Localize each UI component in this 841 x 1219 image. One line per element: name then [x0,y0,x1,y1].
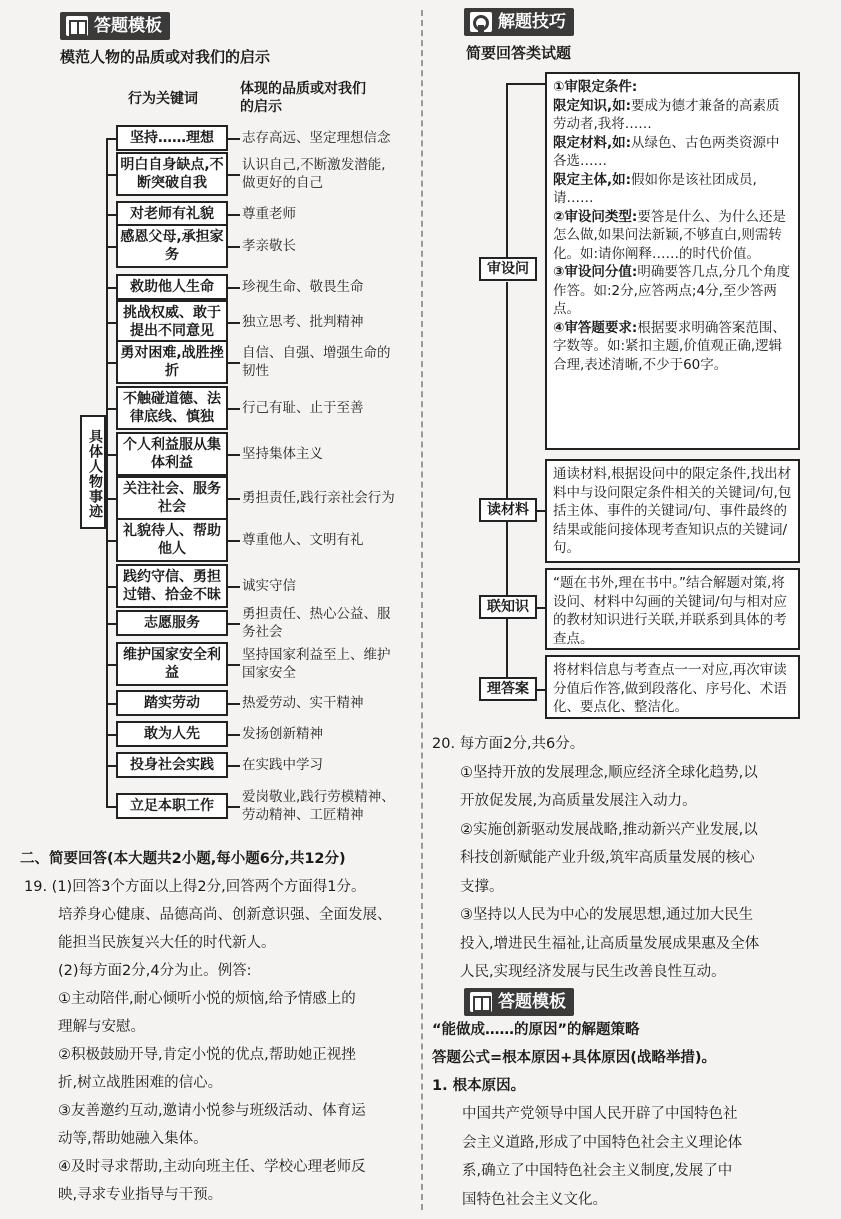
tree-branch [106,734,116,736]
tree-connector [228,362,240,364]
key-icon [470,12,492,32]
tree-connector [228,623,240,625]
behavior-keyword: 立足本职工作 [116,793,228,819]
tree-branch [106,138,116,140]
quality-text: 尊重老师 [242,206,296,222]
answer-line: ③友善邀约互动,邀请小悦参与班级活动、体育运 [58,1103,366,1119]
answer-line: (2)每方面2分,4分为止。例答: [58,963,252,979]
step-organize-answer: 理答案 [479,677,537,701]
behavior-keyword: 明白自身缺点,不断突破自我 [116,152,228,196]
behavior-keyword: 志愿服务 [116,610,228,636]
review-item-label: ②审设问类型: [553,208,638,225]
step-read-material: 读材料 [479,498,537,522]
quality-text: 认识自己,不断激发潜能,做更好的自己 [242,157,386,191]
tree-connector [228,454,240,456]
quality-text: 独立思考、批判精神 [242,314,364,330]
flow-connector [506,618,508,678]
book-icon [66,16,88,36]
behavior-keyword: 踏实劳动 [116,690,228,716]
answer-line: 开放促发展,为高质量发展注入动力。 [460,793,697,809]
review-item-text: 要成为德才兼备的高素质劳动者,我将…… [553,97,780,132]
tree-branch [106,174,116,176]
flow-connector [506,83,508,257]
review-item-text: 明确要答几点,分几个角度作答。如:2分,应答两点;4分,至少答两点。 [553,264,791,317]
quality-text: 珍视生命、敬畏生命 [242,279,364,295]
quality-text: 勇担责任,践行亲社会行为 [242,490,395,506]
step-link-knowledge: 联知识 [479,595,537,619]
behavior-column-header: 行为关键词 [128,91,198,107]
column-divider [421,10,423,1210]
answer-template-tag-2 [464,988,574,1016]
tree-branch [106,586,116,588]
tree-branch [106,765,116,767]
answer-line: 能担当民族复兴大任的时代新人。 [58,935,276,951]
quality-text: 孝亲敬长 [242,238,296,254]
step-review-question: 审设问 [479,257,537,281]
answer-line: 20. 每方面2分,共6分。 [432,736,585,752]
review-item-text: 要答是什么、为什么还是怎么做,如果问法新颖,不够直白,则需转化。如:请你阐释……的时代价值。 [553,208,786,262]
tree-branch [106,454,116,456]
link-knowledge-panel: “题在书外,理在书中。”结合解题对策,将设问、材料中勾画的关键词/句与相对应的教材知识进行关联,并联系到具体的考查点。 [545,568,800,650]
tree-branch [106,214,116,216]
text-line: 国特色社会主义文化。 [462,1191,607,1208]
answer-line: 支撑。 [460,878,504,895]
answer-line: 培养身心健康、品德高尚、创新意识强、全面发展、 [58,907,392,923]
answer-line: 19. (1)回答3个方面以上得2分,回答两个方面得1分。 [24,879,366,895]
behavior-keyword: 坚持……理想 [116,125,228,151]
tree-connector [228,664,240,666]
behavior-keyword: 维护国家安全利益 [116,642,228,686]
strategy-title: “能做成……的原因”的解题策略 [432,1022,640,1038]
text-line: 中国共产党领导中国人民开辟了中国特色社 [462,1106,738,1122]
quality-text: 坚持集体主义 [242,446,323,462]
answer-line: 折,树立战胜困难的信心。 [58,1075,223,1091]
read-material-panel: 通读材料,根据设问中的限定条件,找出材料中与设问限定条件相关的关键词/句,包括主体、事件的关键词/句、事件最终的结果或能问接体现考查知识点的关键词/句。 [545,459,800,563]
review-item-label: ①审限定条件: [553,79,638,95]
review-item-label: ④审答题要求: [553,319,638,336]
tree-branch [106,408,116,410]
behavior-keyword: 投身社会实践 [116,752,228,778]
tree-connector [228,540,240,542]
tree-branch [106,623,116,625]
answer-line: ①主动陪伴,耐心倾听小悦的烦恼,给予情感上的 [58,991,356,1007]
review-item [553,319,792,375]
answer-line: 理解与安慰。 [58,1019,145,1035]
review-item-label: 限定材料,如: [553,134,632,151]
tree-connector [228,408,240,410]
quality-text: 在实践中学习 [242,757,323,773]
tree-connector [228,806,240,808]
solving-tips-label: 解题技巧 [498,12,566,32]
tree-connector [228,498,240,500]
answer-line: ②积极鼓励开导,肯定小悦的优点,帮助她正视挫 [58,1047,356,1063]
flow-connector [537,607,545,609]
solving-tips-tag [464,8,574,36]
quality-text: 发扬创新精神 [242,726,323,742]
tree-branch [106,806,116,808]
answer-line: ③坚持以人民为中心的发展思想,通过加大民生 [460,907,754,923]
tree-branch [106,287,116,289]
tree-connector [228,138,240,140]
tree-connector [228,287,240,289]
point-one-text [462,1100,841,1214]
flow-connector [537,689,545,691]
quality-column-header-line: 体现的品质或对我们 [240,81,366,97]
quality-text: 坚持国家利益至上、维护国家安全 [242,647,391,681]
flow-connector [537,510,545,512]
tree-connector [228,765,240,767]
text-line: 系,确立了中国特色社会主义制度,发展了中 [462,1163,733,1179]
review-item-text: 从绿色、古色两类资源中各选…… [553,134,780,169]
answer-line: 投入,增进民生福祉,让高质量发展成果惠及全体 [460,935,760,952]
behavior-keyword: 关注社会、服务社会 [116,476,228,520]
book-icon [470,992,492,1012]
quality-text: 自信、自强、增强生命的韧性 [242,345,391,379]
question-19-answer [24,873,412,1209]
review-item [553,208,792,264]
tree-branch [106,246,116,248]
tree-connector [228,703,240,705]
tree-branch [106,540,116,542]
review-question-panel [545,72,800,450]
tree-branch [106,322,116,324]
review-item-label: ③审设问分值: [553,264,638,280]
answer-line: 科技创新赋能产业升级,筑牢高质量发展的核心 [460,850,755,866]
tree-branch [106,703,116,705]
flow-connector [506,522,508,596]
text-line: 会主义道路,形成了中国特色社会主义理论体 [462,1134,743,1151]
tree-connector [228,174,240,176]
review-item [553,97,792,134]
behavior-keyword: 感恩父母,承担家务 [116,224,228,268]
question-20-answer [432,730,832,987]
behavior-keyword: 对老师有礼貌 [116,201,228,227]
behavior-keyword: 救助他人生命 [116,274,228,300]
quality-text: 行己有耻、止于至善 [242,400,364,416]
answer-formula: 答题公式=根本原因+具体原因(战略举措)。 [432,1050,717,1066]
point-one-heading: 1. 根本原因。 [432,1078,526,1094]
tree-connector [228,214,240,216]
answer-line: 映,寻求专业指导与干预。 [58,1187,223,1203]
tree-connector [228,246,240,248]
review-item-label: 限定知识,如: [553,97,632,114]
right-section-title: 简要回答类试题 [466,44,572,62]
quality-column-header [240,80,366,116]
behavior-keyword: 勇对困难,战胜挫折 [116,340,228,384]
answer-line: ②实施创新驱动发展战略,推动新兴产业发展,以 [460,821,758,838]
answer-template-label: 答题模板 [94,16,162,36]
review-item-text: 根据要求明确答案范围、字数等。如:紧扣主题,价值观正确,逻辑合理,表述清晰,不少于60字。 [553,319,786,373]
review-item [553,263,792,319]
tree-connector [228,586,240,588]
quality-text: 诚实守信 [242,578,296,594]
flow-connector [506,83,545,85]
tree-branch [106,362,116,364]
review-item [553,134,792,171]
review-item-label: 限定主体,如: [553,171,632,188]
answer-line: ④及时寻求帮助,主动向班主任、学校心理老师反 [58,1159,366,1175]
quality-text: 勇担责任、热心公益、服务社会 [242,606,391,640]
behavior-keyword: 礼貌待人、帮助他人 [116,518,228,562]
answer-template-tag [60,12,170,40]
answer-template-label-2: 答题模板 [498,992,566,1012]
quality-text: 爱岗敬业,践行劳模精神、劳动精神、工匠精神 [242,789,395,823]
tree-connector [228,322,240,324]
tree-branch [106,664,116,666]
behavior-keyword: 践约守信、勇担过错、拾金不昧 [116,564,228,608]
quality-text: 尊重他人、文明有礼 [242,532,364,548]
organize-answer-panel: 将材料信息与考查点一一对应,再次审读分值后作答,做到段落化、序号化、术语化、要点化、整洁化。 [545,655,800,719]
left-section-title: 模范人物的品质或对我们的启示 [60,48,271,66]
review-item [553,171,792,208]
section-two-heading: 二、简要回答(本大题共2小题,每小题6分,共12分) [20,851,346,867]
behavior-keyword: 不触碰道德、法律底线、慎独 [116,386,228,430]
quality-column-header-line: 的启示 [240,99,282,115]
tree-branch [106,498,116,500]
behavior-keyword: 个人利益服从集体利益 [116,432,228,476]
answer-line: 人民,实现经济发展与民生改善良性互动。 [460,964,726,980]
behavior-keyword: 挑战权威、敢于提出不同意见 [116,300,228,344]
answer-line: ①坚持开放的发展理念,顺应经济全球化趋势,以 [460,764,758,781]
flow-connector [506,282,508,500]
tree-root: 具体人物事迹 [80,415,106,529]
quality-text: 热爱劳动、实干精神 [242,695,364,711]
review-item [553,78,792,97]
behavior-keyword: 敢为人先 [116,721,228,747]
quality-text: 志存高远、坚定理想信念 [242,130,391,146]
review-item-text: 假如你是该社团成员,请…… [553,171,757,206]
tree-connector [228,734,240,736]
answer-line: 动等,帮助她融入集体。 [58,1131,208,1147]
